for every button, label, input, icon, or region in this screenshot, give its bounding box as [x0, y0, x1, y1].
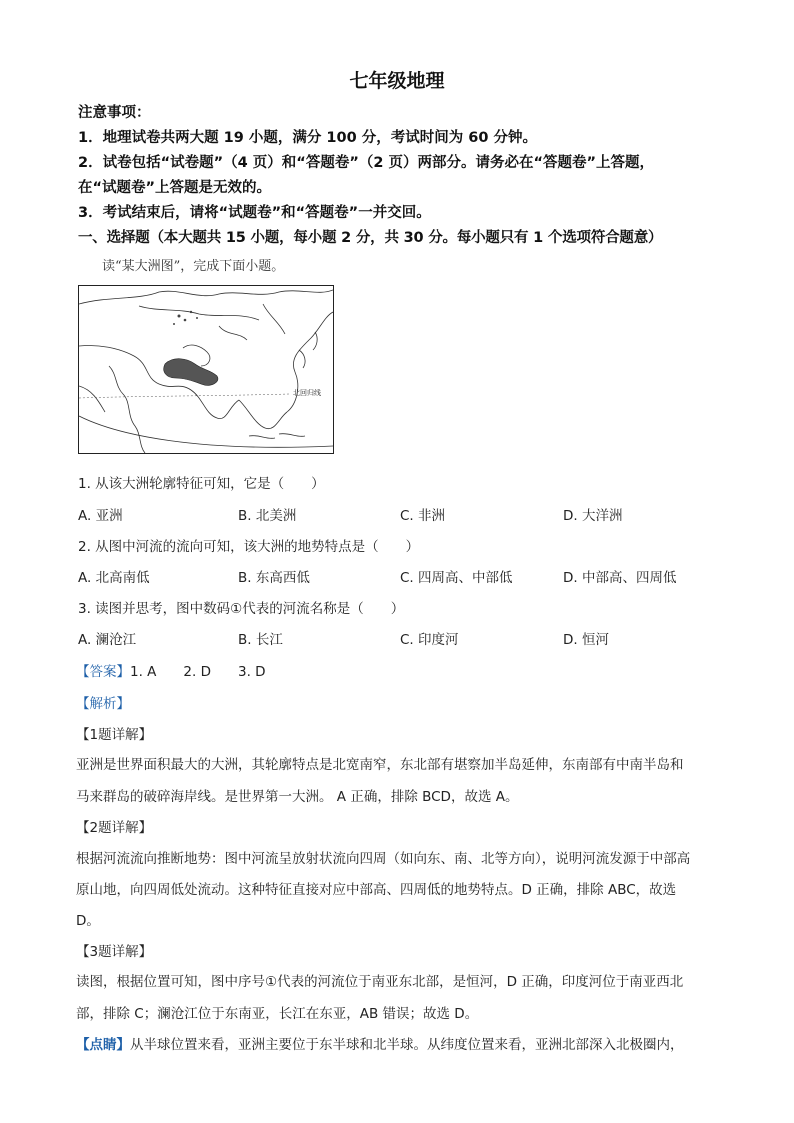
q2-option-d: D. 中部高、四周低: [563, 570, 677, 586]
answer-tag: 【答案】: [76, 664, 130, 680]
q2-option-c: C. 四周高、中部低: [400, 570, 513, 586]
asia-map-drawing: [79, 286, 333, 453]
q1-option-d: D. 大洋洲: [563, 508, 623, 524]
detail1-tag: 【1题详解】: [76, 727, 153, 743]
detail2-line-2: 原山地，向四周低处流动。这种特征直接对应中部高、四周低的地势特点。D 正确，排除 ABC，故选: [76, 882, 677, 898]
notice-line-2: 2．试卷包括“试卷题”（4 页）和“答题卷”（2 页）两部分。请务必在“答题卷”上答题，: [78, 155, 655, 171]
answer-text: 1. A 2. D 3. D: [130, 664, 266, 680]
detail3-line-1: 读图，根据位置可知，图中序号①代表的河流位于南亚东北部，是恒河，D 正确，印度河位于南亚西北: [76, 974, 684, 990]
q3-option-b: B. 长江: [238, 632, 283, 648]
asia-map: [78, 285, 334, 454]
notice-line-1: 1．地理试卷共两大题 19 小题，满分 100 分，考试时间为 60 分钟。: [78, 130, 537, 146]
map-instruction: 读“某大洲图”，完成下面小题。: [102, 259, 285, 274]
page-title: 七年级地理: [349, 70, 445, 92]
tropic-label: 北回归线: [293, 389, 321, 397]
q2-option-b: B. 东高西低: [238, 570, 310, 586]
q2-option-a: A. 北高南低: [78, 570, 150, 586]
tip-text: 从半球位置来看，亚洲主要位于东半球和北半球。从纬度位置来看，亚洲北部深入北极圈内，: [130, 1037, 684, 1053]
notice-line-3: 在“试题卷”上答题是无效的。: [78, 180, 272, 196]
notice-heading: 注意事项：: [78, 105, 151, 121]
answer-line: [76, 660, 266, 680]
q1-option-b: B. 北美洲: [238, 508, 297, 524]
tip-tag: 【点睛】: [76, 1037, 130, 1053]
q3-option-d: D. 恒河: [563, 632, 609, 648]
q3-option-a: A. 澜沧江: [78, 632, 137, 648]
question-1: 1. 从该大洲轮廓特征可知，它是（ ）: [78, 476, 325, 492]
detail2-line-1: 根据河流流向推断地势：图中河流呈放射状流向四周（如向东、南、北等方向），说明河流发源于中部高: [76, 851, 691, 867]
q1-option-c: C. 非洲: [400, 508, 446, 524]
tip-line: [76, 1033, 684, 1053]
detail3-line-2: 部，排除 C；澜沧江位于东南亚，长江在东亚，AB 错误；故选 D。: [76, 1006, 479, 1022]
notice-line-4: 3．考试结束后，请将“试题卷”和“答题卷”一并交回。: [78, 205, 431, 221]
q1-option-a: A. 亚洲: [78, 508, 123, 524]
analysis-tag: 【解析】: [76, 696, 130, 712]
q3-option-c: C. 印度河: [400, 632, 459, 648]
question-3: 3. 读图并思考，图中数码①代表的河流名称是（ ）: [78, 601, 405, 617]
detail1-line-1: 亚洲是世界面积最大的大洲，其轮廓特点是北宽南窄，东北部有堪察加半岛延伸，东南部有中南半岛和: [76, 757, 684, 773]
question-2: 2. 从图中河流的流向可知，该大洲的地势特点是（ ）: [78, 539, 420, 555]
detail1-line-2: 马来群岛的破碎海岸线。是世界第一大洲。 A 正确，排除 BCD，故选 A。: [76, 789, 519, 805]
section-heading: 一、选择题（本大题共 15 小题，每小题 2 分，共 30 分。每小题只有 1 个选项符合题意）: [78, 230, 663, 246]
detail2-line-3: D。: [76, 913, 100, 929]
detail3-tag: 【3题详解】: [76, 944, 153, 960]
detail2-tag: 【2题详解】: [76, 820, 153, 836]
